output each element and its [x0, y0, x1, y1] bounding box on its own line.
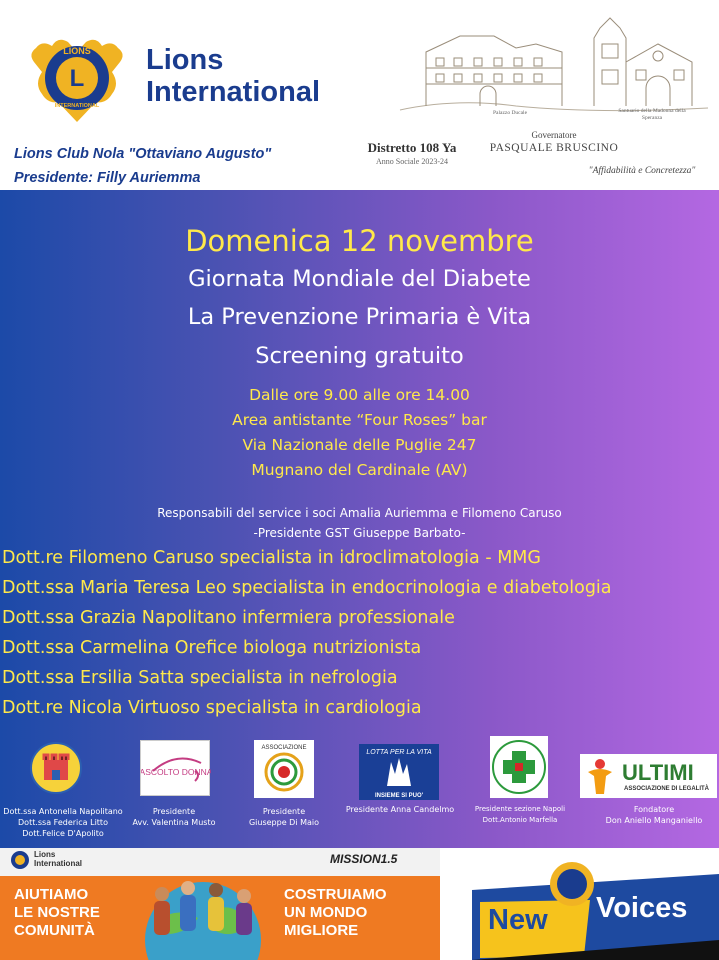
logo-text-bottom: INTERNATIONAL	[54, 103, 100, 109]
logo-text-top: LIONS	[63, 46, 91, 56]
caption-line: Presidente	[262, 807, 306, 816]
event-time: Dalle ore 9.00 alle ore 14.00	[249, 386, 470, 404]
help-line: LE NOSTRE	[14, 904, 100, 921]
doctor-line: Dott.ssa Maria Teresa Leo specialista in endocrinologia e diabetologia	[2, 578, 612, 598]
ultimi-wordmark: ULTIMI	[622, 760, 694, 785]
social-year: Anno Sociale 2023-24	[376, 157, 448, 166]
caption-line: Presidente Anna Candelmo	[345, 805, 455, 814]
gst-president: -Presidente GST Giuseppe Barbato-	[253, 526, 466, 540]
mission-label: MISSION1.5	[330, 852, 398, 866]
caption-line: Presidente sezione Napoli	[474, 805, 566, 813]
doctor-line: Dott.ssa Carmelina Orefice biologa nutrizionista	[2, 638, 422, 658]
building-caption-santuario: Santuario della Madonna della Speranza	[618, 108, 686, 121]
lions-small-line-1: Lions	[34, 850, 56, 859]
headline-prevention: La Prevenzione Primaria è Vita	[187, 304, 532, 330]
partner-caption	[124, 806, 224, 828]
help-line: AIUTIAMO	[14, 886, 89, 903]
caption-line: Fondatore	[633, 805, 675, 814]
caption-line: Avv. Valentina Musto	[132, 818, 216, 827]
event-date: Domenica 12 novembre	[185, 224, 534, 258]
lotta-per-la-vita-logo	[359, 744, 439, 800]
caption-line: Dott.Felice D'Apolito	[22, 829, 104, 838]
doctor-line: Dott.ssa Grazia Napolitano infermiera professionale	[2, 608, 455, 628]
club-name: Lions Club Nola "Ottaviano Augusto"	[14, 146, 272, 162]
ultimi-subtitle: ASSOCIAZIONE DI LEGALITÀ	[624, 786, 710, 792]
new-voices-new: New	[488, 904, 548, 936]
caption-line: Dott.ssa Federica Litto	[18, 818, 108, 827]
medical-cross-logo	[490, 736, 548, 798]
build-world-text	[284, 886, 387, 940]
lions-small-line-2: International	[34, 859, 83, 868]
doctor-line: Dott.re Filomeno Caruso specialista in idroclimatologia - MMG	[2, 548, 541, 568]
doctor-line: Dott.re Nicola Virtuoso specialista in cardiologia	[2, 698, 422, 718]
district-block	[352, 140, 472, 166]
building-caption-palazzo: Palazzo Ducale	[492, 110, 528, 116]
governor-block	[484, 130, 624, 154]
castle-crest-logo	[30, 742, 82, 794]
district-name: Distretto 108 Ya	[367, 140, 457, 155]
service-responsibles: Responsabili del service i soci Amalia Auriemma e Filomeno Caruso	[157, 506, 562, 520]
event-area: Area antistante “Four Roses” bar	[232, 411, 487, 429]
caption-line: Dott.ssa Antonella Napolitano	[3, 807, 123, 816]
bottom-strip	[0, 848, 719, 960]
lions-emblem-icon	[26, 32, 128, 128]
new-voices-voices: Voices	[596, 892, 688, 924]
brand-line-1: Lions	[146, 44, 224, 76]
ascolto-donna-text: ASCOLTO DONNA	[141, 767, 211, 777]
event-info-band	[0, 190, 719, 848]
caption-line: Giuseppe Di Maio	[248, 818, 320, 827]
headline-world-diabetes-day: Giornata Mondiale del Diabete	[188, 266, 531, 292]
build-line: UN MONDO	[284, 904, 368, 921]
lotta-logo-sub: INSIEME SI PUO'	[374, 793, 424, 799]
governor-label: Governatore	[531, 130, 577, 140]
help-line: COMUNITÀ	[14, 922, 95, 939]
event-city: Mugnano del Cardinale (AV)	[251, 461, 468, 479]
caption-line: Don Aniello Manganiello	[605, 816, 703, 825]
partner-caption	[234, 806, 334, 828]
association-logo	[254, 740, 314, 798]
motto: "Affidabilità e Concretezza"	[588, 166, 696, 176]
lions-small-wordmark	[10, 850, 82, 868]
partner-caption	[468, 804, 572, 826]
ascolto-donna-logo	[140, 740, 210, 796]
doctor-line: Dott.ssa Ersilia Satta specialista in nefrologia	[2, 668, 398, 688]
caption-line: Dott.Antonio Marfella	[482, 816, 558, 824]
logo-letter: L	[69, 65, 85, 92]
lotta-logo-text: LOTTA PER LA VITA	[366, 749, 432, 756]
mission-banner	[0, 848, 440, 960]
association-logo-text: ASSOCIAZIONE	[261, 745, 307, 751]
governor-name: PASQUALE BRUSCINO	[489, 142, 619, 154]
partner-caption	[0, 806, 126, 839]
partner-caption	[334, 804, 466, 815]
ultimi-logo	[580, 754, 717, 798]
headline-free-screening: Screening gratuito	[255, 343, 464, 369]
partner-caption	[592, 804, 716, 826]
club-president: Presidente: Filly Auriemma	[14, 170, 201, 186]
caption-line: Presidente	[152, 807, 196, 816]
lions-small-icon	[10, 850, 30, 870]
build-line: COSTRUIAMO	[284, 886, 387, 903]
poster-header	[0, 0, 719, 190]
lions-international-wordmark	[146, 44, 320, 108]
event-street: Via Nazionale delle Puglie 247	[242, 436, 477, 454]
brand-line-2: International	[146, 76, 321, 108]
help-communities-text	[14, 886, 100, 940]
globe-community-icon	[118, 870, 288, 960]
build-line: MIGLIORE	[284, 922, 359, 939]
